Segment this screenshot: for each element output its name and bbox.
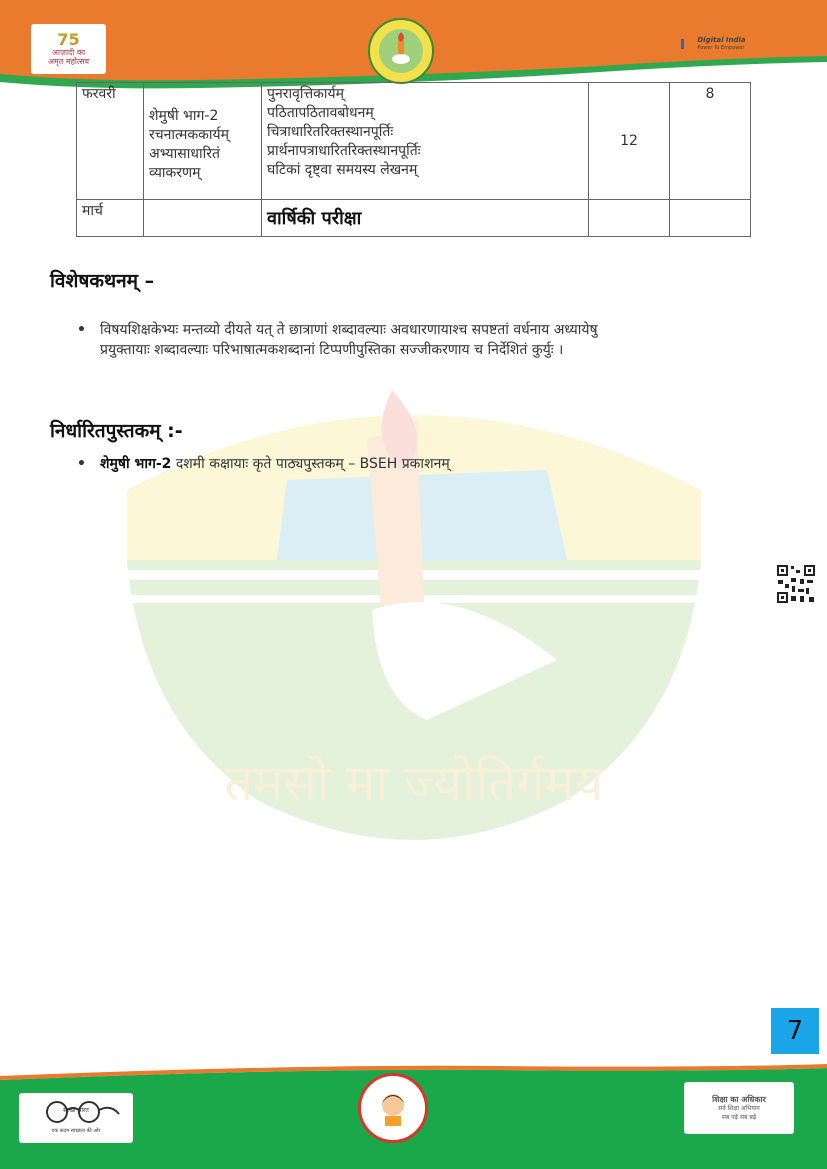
weeks-cell — [670, 200, 751, 237]
month-cell: फरवरी — [77, 83, 144, 200]
digital-india-logo: Digital India Power To Empower — [678, 30, 748, 58]
book-cell — [144, 200, 262, 237]
month-cell: मार्च — [77, 200, 144, 237]
topics-cell: पुनरावृत्तिकार्यम् पठितापठितावबोधनम् चित्राधारितरिक्तस्थानपूर्तिः प्रार्थनापत्राधारितरिक्तस्थानपूर्तिः घटिकां दृष्ट्वा समयस्य लेखनम् — [262, 83, 589, 200]
logo-number: 75 — [57, 30, 80, 49]
swachh-bharat-logo: स्वच्छ भारत एक कदम स्वच्छता की ओर — [19, 1093, 133, 1143]
girl-icon — [370, 1085, 416, 1131]
prescribed-book-bullet: • शेमुषी भाग-2 दशमी कक्षायाः कृते पाठ्यपुस्तकम् – BSEH प्रकाशनम् — [77, 456, 450, 472]
prescribed-book-heading: निर्धारितपुस्तकम् :- — [50, 420, 183, 442]
qr-code-icon — [776, 564, 816, 604]
board-seal-logo — [368, 18, 434, 84]
special-note-bullet: • विषयशिक्षकेभ्यः मन्तव्यो दीयते यत् ते छात्राणां शब्दावल्याः अवधारणायाश्च सपष्टतां वर्धनाय अध्यायेषु प्रयुक्तायाः शब्दावल्याः परिभाषात्मकशब्दानां टिप्पणीपुस्तिका सज्जीकरणाय च निर्देशितं कुर्युः । — [77, 322, 598, 358]
torch-icon — [376, 26, 426, 76]
periods-cell — [589, 200, 670, 237]
rte-sarva-shiksha-logo: शिक्षा का अधिकार सर्व शिक्षा अभियान सब पढ़ें सब बढ़ें — [684, 1082, 794, 1134]
bullet-icon: • — [77, 456, 86, 472]
topics-cell: वार्षिकी परीक्षा — [262, 200, 589, 237]
azadi-amrit-mahotsav-logo: 75 आज़ादी का अमृत महोत्सव — [31, 24, 106, 74]
watermark-motto: तमसो मा ज्योतिर्गमय — [224, 754, 604, 812]
beti-bachao-logo — [358, 1073, 428, 1143]
digital-india-icon — [680, 35, 694, 53]
bullet-icon: • — [77, 322, 86, 338]
book-title: शेमुषी भाग-2 — [100, 456, 172, 472]
periods-cell: 12 — [589, 83, 670, 200]
special-note-heading: विशेषकथनम् – — [50, 270, 155, 292]
table-row — [77, 200, 751, 237]
schedule-table — [76, 82, 751, 237]
book-cell: शेमुषी भाग-2 रचनात्मककार्यम् अभ्यासाधारितं व्याकरणम् — [144, 83, 262, 200]
board-watermark — [127, 380, 701, 850]
weeks-cell: 8 — [670, 83, 751, 200]
table-row — [77, 83, 751, 200]
page-number: 7 — [771, 1008, 819, 1054]
